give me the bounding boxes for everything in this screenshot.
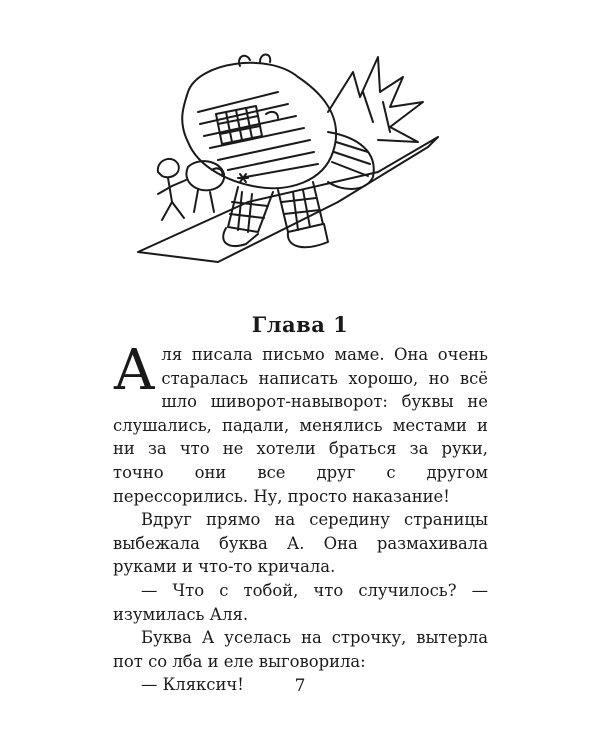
paragraph-1 <box>113 338 488 508</box>
drop-cap: А <box>113 338 156 403</box>
chapter-body <box>113 338 488 697</box>
paragraph-1-text: ля писала письмо маме. Она очень старалась написать хорошо, но всё шло шиворот-навыворот: буквы не слушались, падали, менялись местами и ни за что не хотели браться за руки, точно они все друг с другом перессорились. Ну, просто наказание! <box>113 345 488 506</box>
kliaksich-illustration-icon <box>128 52 448 272</box>
paragraph-2: Вдруг прямо на середину страницы выбежала буква А. Она размахивала руками и что-то кричала. <box>113 510 488 577</box>
paragraph-5: — Кляксич! <box>141 675 244 695</box>
chapter-title: Глава 1 <box>251 312 349 337</box>
page-number: 7 <box>294 676 306 696</box>
paragraph-3: — Что с тобой, что случилось? — изумилась Аля. <box>113 580 488 624</box>
paragraph-4: Буква А уселась на строчку, вытерла пот со лба и еле выговорила: <box>113 628 488 671</box>
